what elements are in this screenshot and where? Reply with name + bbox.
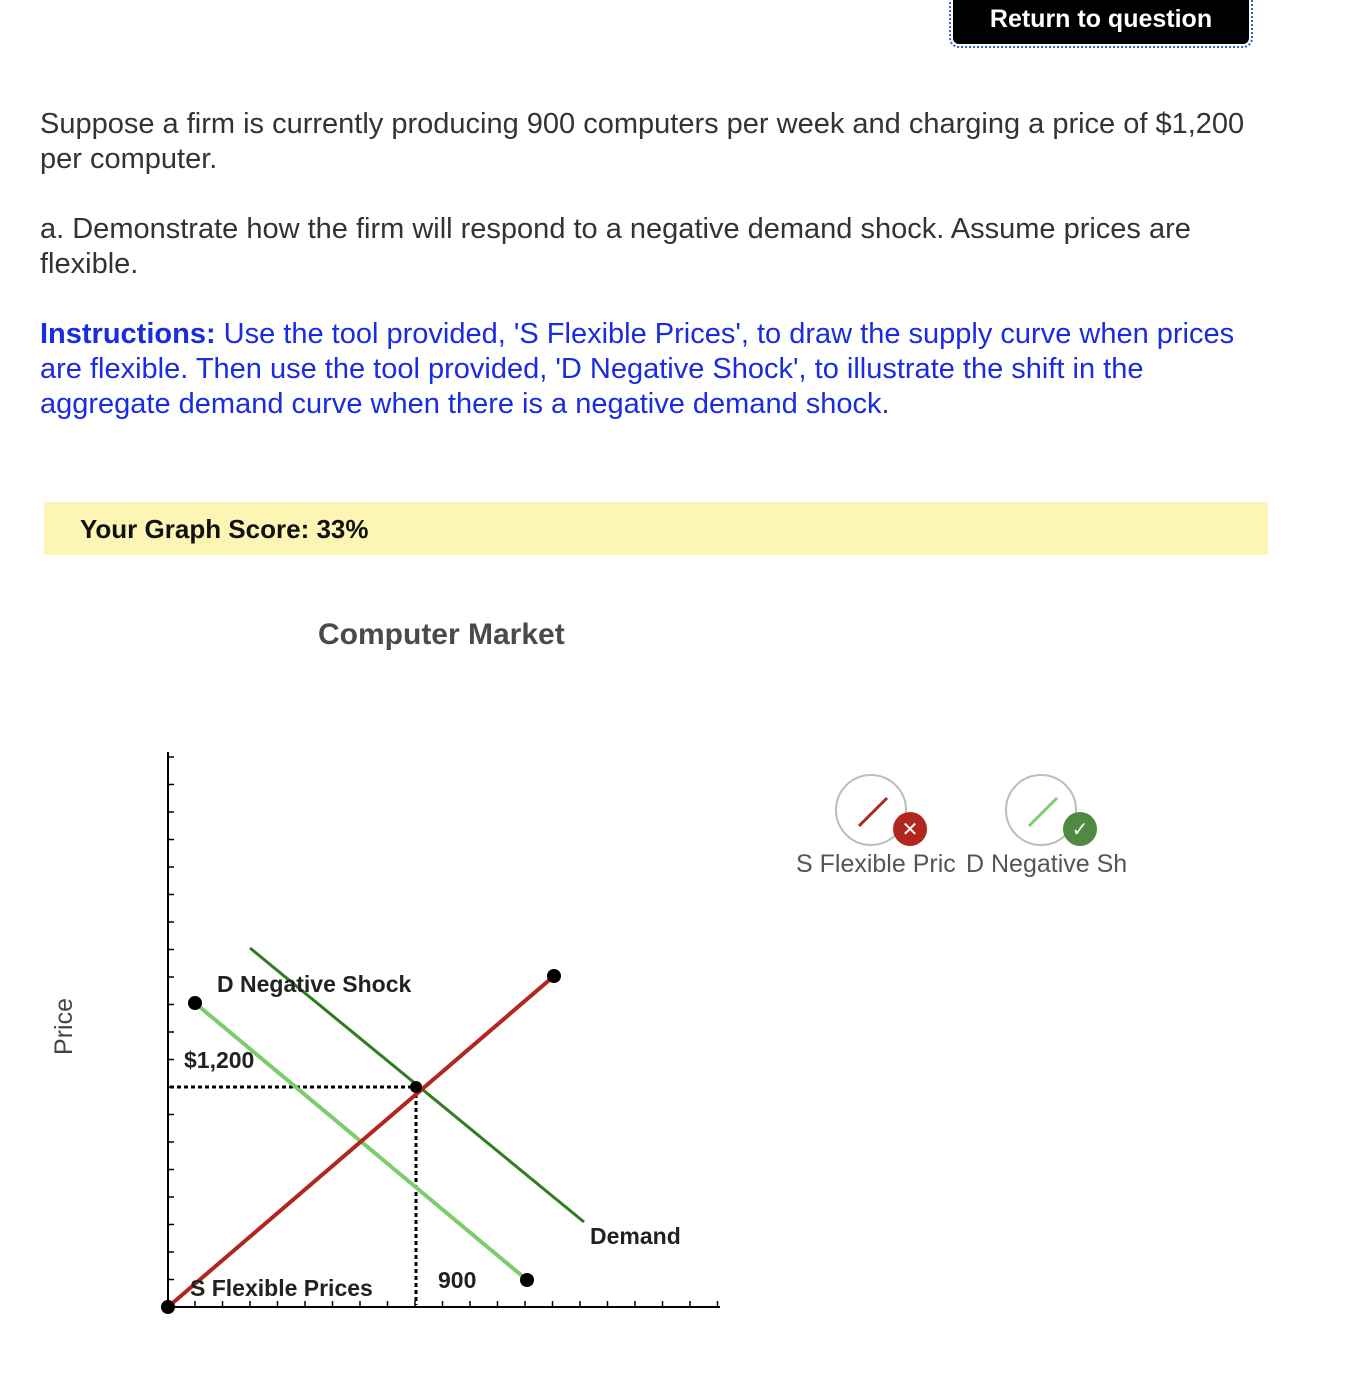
graph-score-text: Your Graph Score: 33% <box>80 514 369 544</box>
x-icon: ✕ <box>893 812 927 846</box>
d-negative-shock-label: D Negative Shock <box>217 971 412 997</box>
y-axis-label: Price <box>49 998 78 1055</box>
price-1200-label: $1,200 <box>184 1047 255 1073</box>
return-to-question-button[interactable]: Return to question <box>953 0 1249 44</box>
equilibrium-point[interactable] <box>410 1081 422 1093</box>
supply-handle-end[interactable] <box>547 969 561 983</box>
d-shock-handle-start[interactable] <box>188 996 202 1010</box>
s-flexible-prices-tool-label: S Flexible Pric <box>796 850 956 878</box>
instructions-label: Instructions: <box>40 318 216 350</box>
demand-label: Demand <box>590 1223 681 1249</box>
instructions-text: Use the tool provided, 'S Flexible Prices', to draw the supply curve when prices are flexible. Then use the tool provided, 'D Negative Shock', to illustrate the shift in the aggregate demand curve when there is a negative demand shock. <box>40 318 1235 420</box>
d-negative-shock-tool-label: D Negative Sh <box>966 850 1128 878</box>
question-paragraph-1: Suppose a firm is currently producing 900 computers per week and charging a price of $1,200 per computer. <box>40 108 1245 175</box>
s-flexible-prices-label: S Flexible Prices <box>190 1275 373 1301</box>
quantity-900-label: 900 <box>438 1267 477 1293</box>
chart-title: Computer Market <box>318 618 565 651</box>
supply-handle-start[interactable] <box>161 1300 175 1314</box>
check-icon: ✓ <box>1063 812 1097 846</box>
d-shock-handle-end[interactable] <box>520 1273 534 1287</box>
s-flexible-prices-curve[interactable] <box>168 976 554 1307</box>
question-paragraph-2: a. Demonstrate how the firm will respond to a negative demand shock. Assume prices are flexible. <box>40 213 1191 280</box>
